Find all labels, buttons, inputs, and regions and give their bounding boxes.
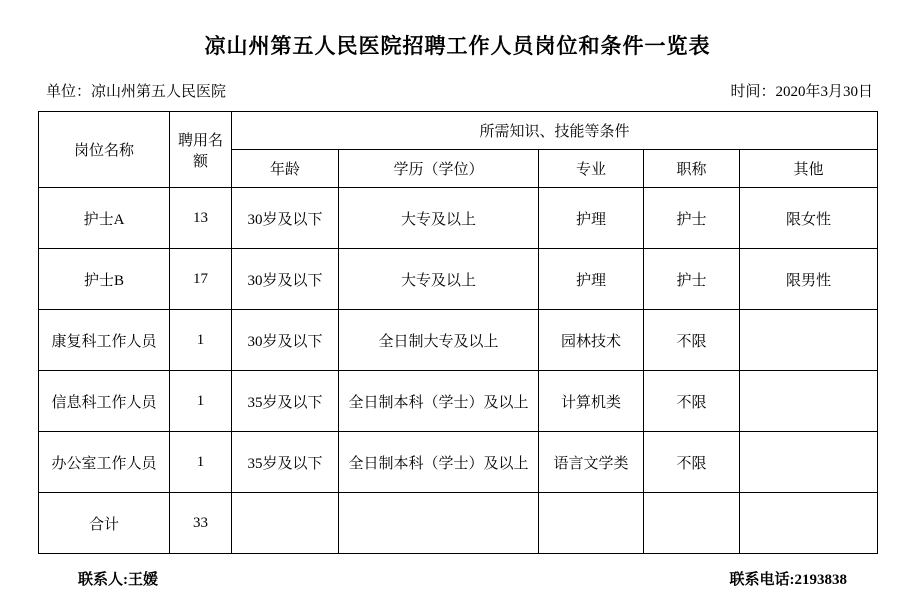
cell-title: 护士	[644, 188, 740, 249]
header-position: 岗位名称	[39, 112, 170, 188]
cell-major: 计算机类	[539, 371, 644, 432]
table-header-group-row	[39, 112, 878, 150]
header-quota: 聘用名额	[170, 112, 232, 188]
cell-education: 全日制本科（学士）及以上	[339, 432, 539, 493]
cell-quota: 13	[170, 188, 232, 249]
cell-position: 护士B	[39, 249, 170, 310]
cell-age: 35岁及以下	[232, 371, 339, 432]
document-meta	[38, 66, 877, 111]
cell-major: 护理	[539, 188, 644, 249]
table-row	[39, 432, 878, 493]
date-label: 时间：2020年3月30日	[730, 84, 873, 100]
cell-age: 30岁及以下	[232, 310, 339, 371]
table-row	[39, 371, 878, 432]
contact-person: 联系人:王媛	[78, 572, 158, 588]
cell-education: 大专及以上	[339, 249, 539, 310]
cell-age: 35岁及以下	[232, 432, 339, 493]
cell-age: 30岁及以下	[232, 249, 339, 310]
cell-education: 全日制大专及以上	[339, 310, 539, 371]
cell-other: 限女性	[740, 188, 878, 249]
cell-major: 护理	[539, 249, 644, 310]
cell-age: 30岁及以下	[232, 188, 339, 249]
cell-title: 不限	[644, 371, 740, 432]
cell-title: 护士	[644, 249, 740, 310]
total-major	[539, 493, 644, 554]
total-title	[644, 493, 740, 554]
page-title: 凉山州第五人民医院招聘工作人员岗位和条件一览表	[204, 34, 711, 58]
table-row	[39, 310, 878, 371]
header-education: 学历（学位）	[339, 150, 539, 188]
cell-other	[740, 310, 878, 371]
total-education	[339, 493, 539, 554]
cell-position: 办公室工作人员	[39, 432, 170, 493]
cell-quota: 17	[170, 249, 232, 310]
cell-quota: 1	[170, 310, 232, 371]
cell-education: 全日制本科（学士）及以上	[339, 371, 539, 432]
header-major: 专业	[539, 150, 644, 188]
cell-education: 大专及以上	[339, 188, 539, 249]
cell-position: 信息科工作人员	[39, 371, 170, 432]
table-total-row	[39, 493, 878, 554]
header-other: 其他	[740, 150, 878, 188]
recruitment-table	[38, 111, 878, 554]
total-age	[232, 493, 339, 554]
total-quota: 33	[170, 493, 232, 554]
cell-position: 护士A	[39, 188, 170, 249]
cell-title: 不限	[644, 432, 740, 493]
contact-phone: 联系电话:2193838	[729, 572, 847, 588]
cell-other: 限男性	[740, 249, 878, 310]
cell-major: 园林技术	[539, 310, 644, 371]
cell-quota: 1	[170, 432, 232, 493]
header-title: 职称	[644, 150, 740, 188]
cell-title: 不限	[644, 310, 740, 371]
unit-label: 单位：凉山州第五人民医院	[46, 84, 227, 100]
cell-position: 康复科工作人员	[39, 310, 170, 371]
header-age: 年龄	[232, 150, 339, 188]
cell-other	[740, 371, 878, 432]
total-other	[740, 493, 878, 554]
cell-major: 语言文学类	[539, 432, 644, 493]
table-row	[39, 188, 878, 249]
header-conditions-group: 所需知识、技能等条件	[232, 112, 878, 150]
total-label: 合计	[39, 493, 170, 554]
table-row	[39, 249, 878, 310]
document-footer	[38, 554, 877, 589]
cell-other	[740, 432, 878, 493]
cell-quota: 1	[170, 371, 232, 432]
